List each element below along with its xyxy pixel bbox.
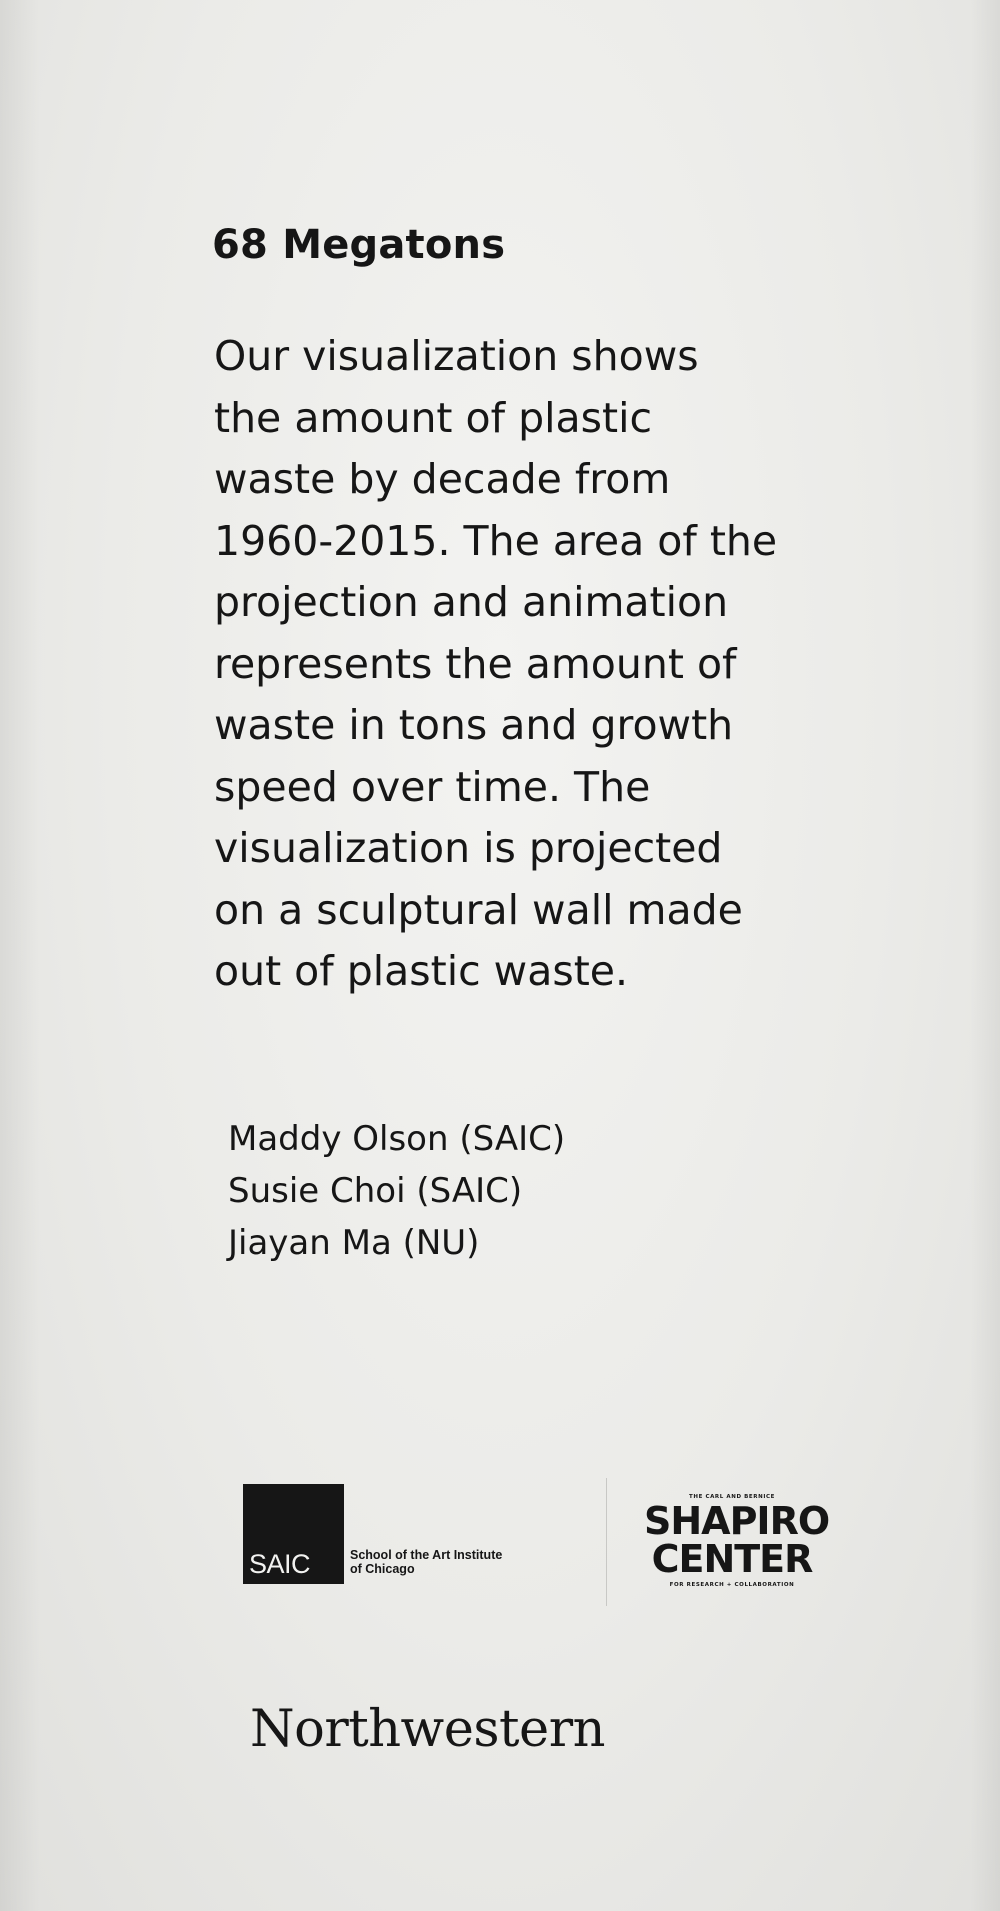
credits-list bbox=[228, 1113, 565, 1269]
description-line: Our visualization shows bbox=[214, 332, 699, 380]
shapiro-logo-line: SHAPIRO bbox=[644, 1499, 830, 1543]
saic-name-line: of Chicago bbox=[350, 1562, 415, 1576]
description-line: projection and animation bbox=[214, 578, 729, 626]
saic-name-line: School of the Art Institute bbox=[350, 1548, 503, 1562]
description-line: the amount of plastic bbox=[214, 393, 653, 442]
shapiro-logo-line: CENTER bbox=[651, 1537, 813, 1581]
credit-name: Susie Choi (SAIC) bbox=[228, 1171, 523, 1211]
saic-logo-name bbox=[350, 1548, 502, 1576]
description-line: represents the amount of bbox=[214, 639, 737, 688]
description-line: on a sculptural wall made bbox=[214, 885, 743, 934]
credit-name: Jiayan Ma (NU) bbox=[228, 1223, 480, 1263]
exhibit-description bbox=[214, 326, 834, 1003]
credit-name: Maddy Olson (SAIC) bbox=[228, 1119, 566, 1159]
description-line: out of plastic waste. bbox=[214, 947, 629, 995]
logo-divider bbox=[606, 1478, 607, 1606]
saic-logo-mark-text: SAIC bbox=[249, 1549, 311, 1579]
saic-logo-mark bbox=[243, 1484, 344, 1584]
paper-shadow-left bbox=[0, 0, 40, 1911]
saic-logo bbox=[243, 1484, 583, 1586]
shapiro-logo-bottom-text: FOR RESEARCH + COLLABORATION bbox=[669, 1582, 795, 1588]
description-line: speed over time. The bbox=[214, 762, 651, 811]
description-line: 1960-2015. The area of the bbox=[214, 516, 778, 565]
description-line: waste in tons and growth bbox=[214, 701, 734, 749]
shapiro-center-logo bbox=[644, 1494, 830, 1590]
exhibit-title: 68 Megatons bbox=[212, 222, 506, 268]
northwestern-wordmark: Northwestern bbox=[250, 1700, 605, 1759]
shapiro-logo-top-text: THE CARL AND BERNICE bbox=[689, 1494, 775, 1500]
paper-shadow-right bbox=[970, 0, 1000, 1911]
description-line: visualization is projected bbox=[214, 824, 723, 872]
description-line: waste by decade from bbox=[214, 455, 671, 503]
